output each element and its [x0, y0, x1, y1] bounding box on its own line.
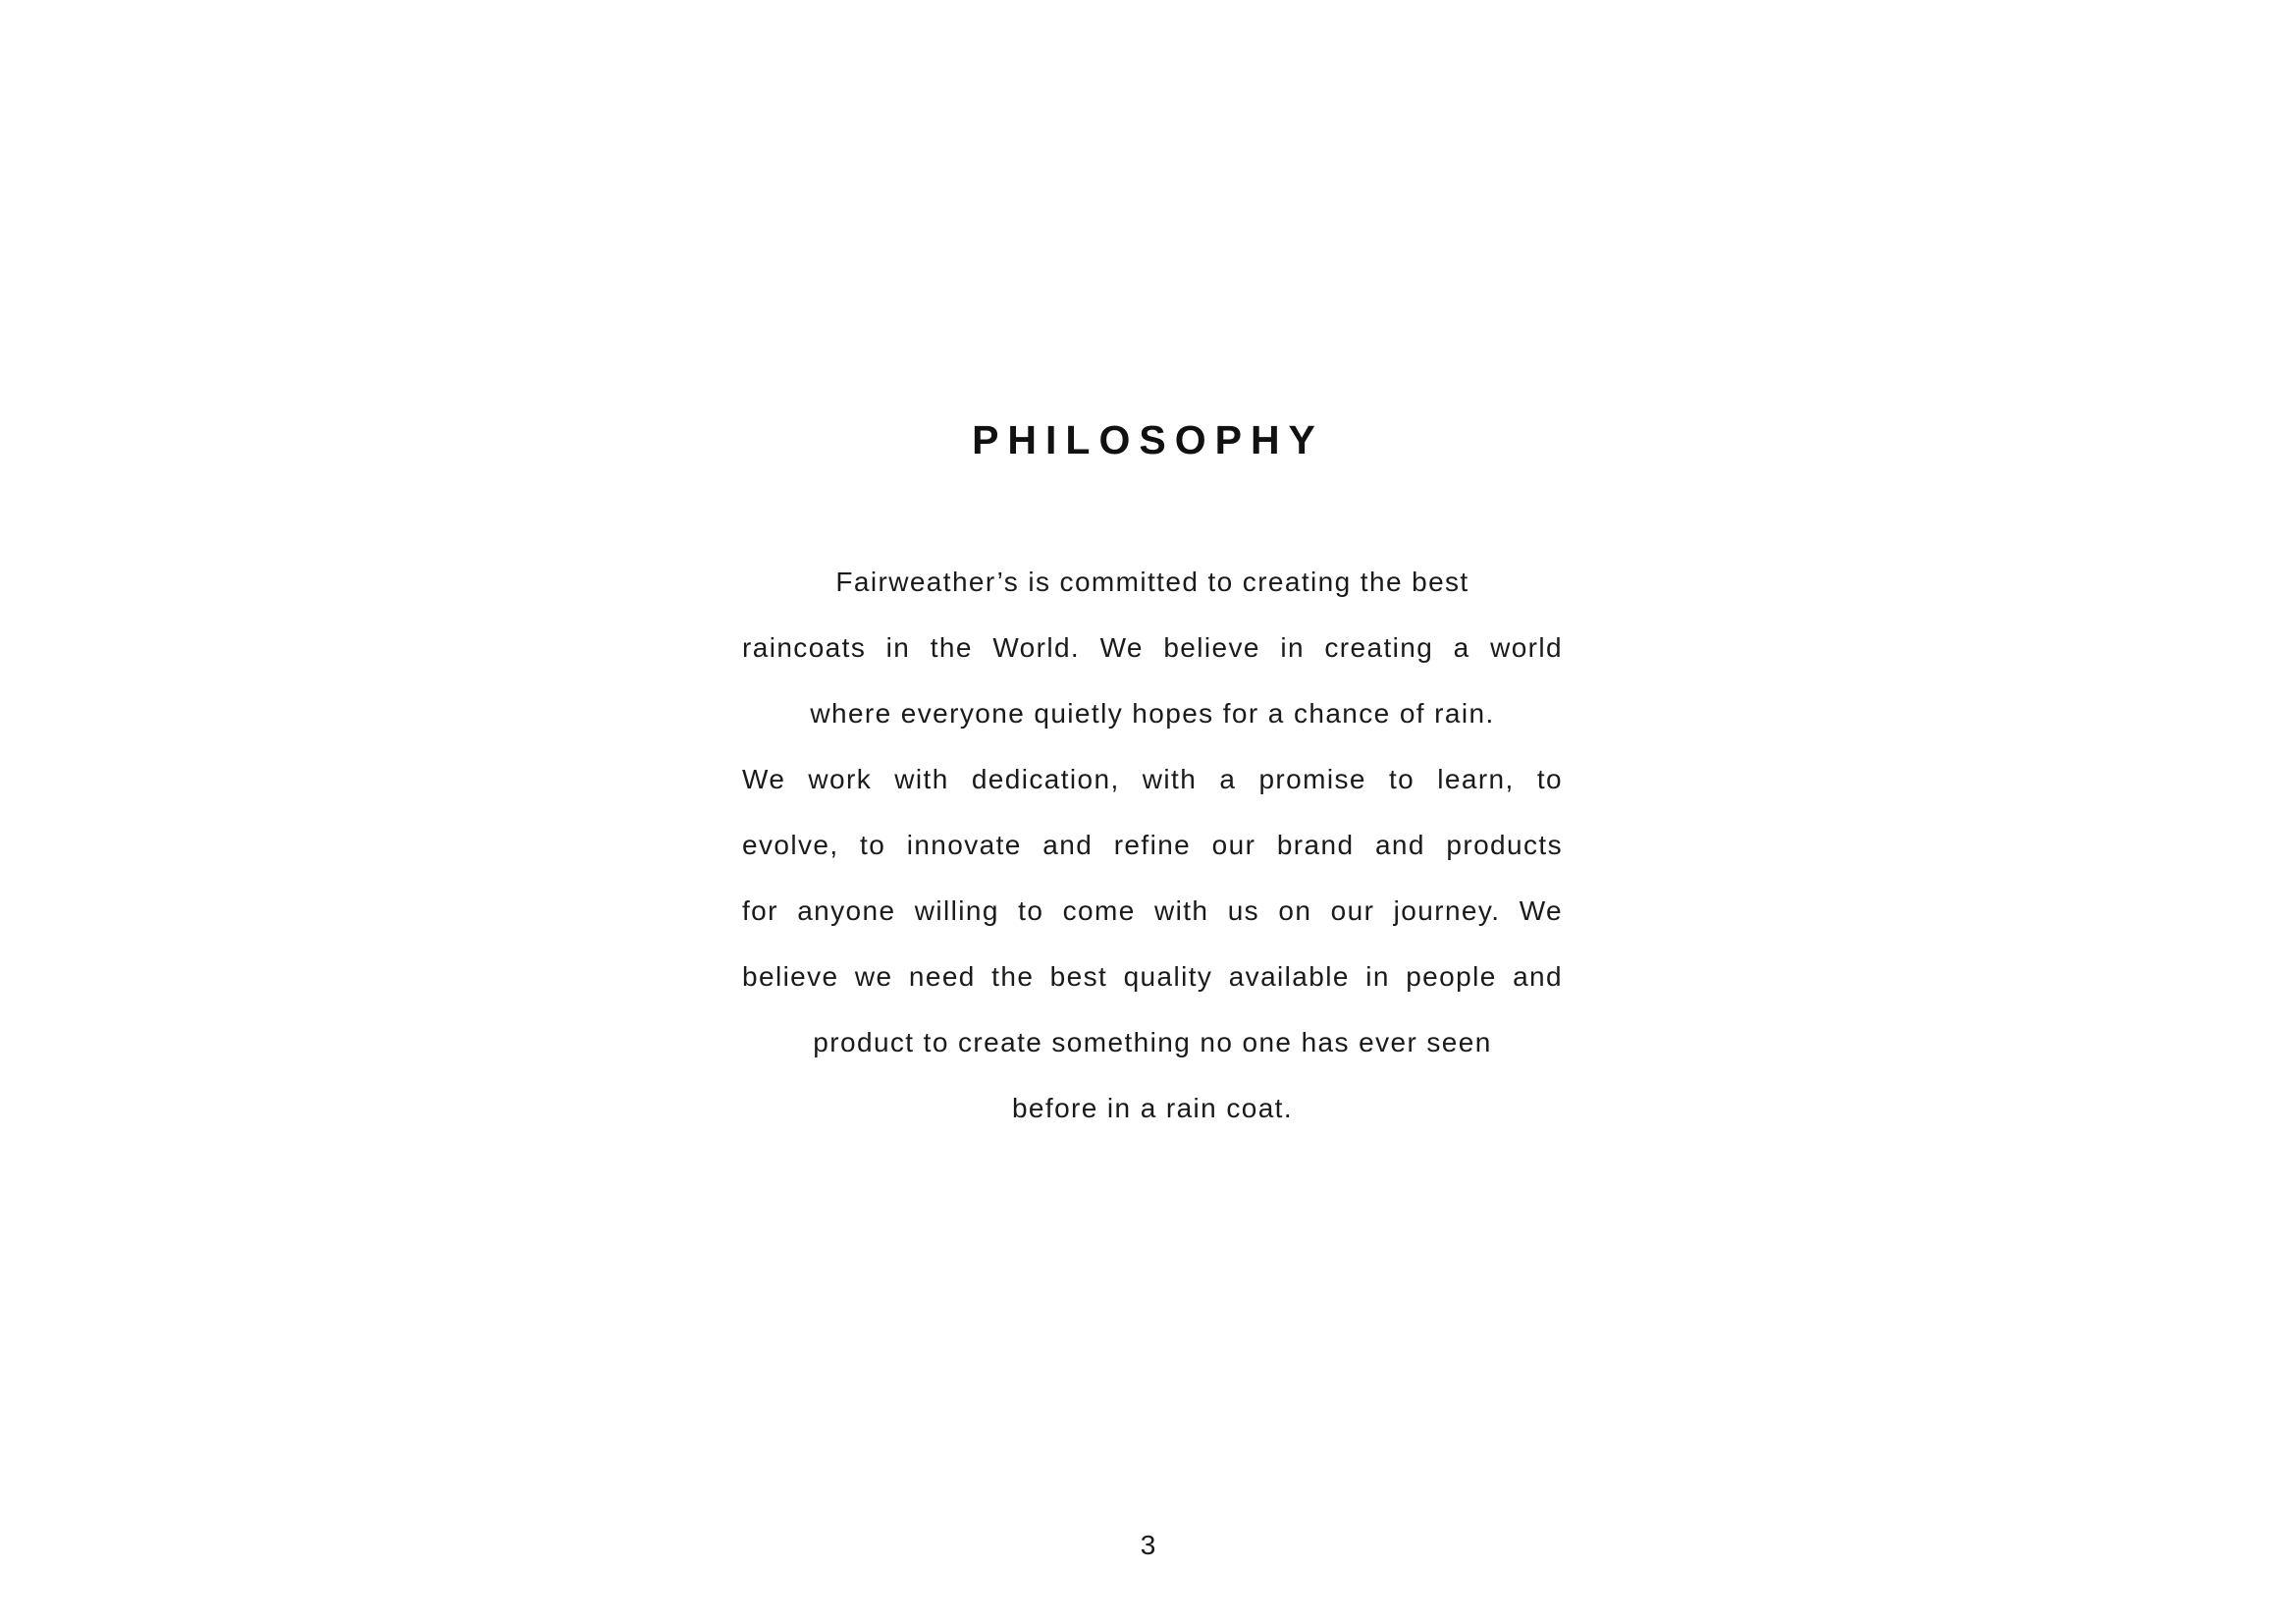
paragraph-line: for anyone willing to come with us on our journey. We [742, 895, 1563, 926]
paragraph-line: Fairweather’s is committed to creating the best [835, 567, 1469, 597]
paragraph-line: We work with dedication, with a promise to learn, to [742, 764, 1563, 794]
paragraph-line: believe we need the best quality available in people and [742, 961, 1563, 992]
paragraph-line: evolve, to innovate and refine our brand and products [742, 830, 1563, 860]
page-number: 3 [1140, 1530, 1156, 1560]
philosophy-paragraph [742, 561, 1563, 1153]
paragraph-line: raincoats in the World. We believe in creating a world [742, 632, 1563, 663]
paragraph-line: product to create something no one has ever seen [813, 1027, 1492, 1057]
page-title: PHILOSOPHY [972, 417, 1324, 462]
paragraph-line: before in a rain coat. [1011, 1093, 1294, 1123]
paragraph-line: where everyone quietly hopes for a chance of rain. [810, 698, 1495, 729]
